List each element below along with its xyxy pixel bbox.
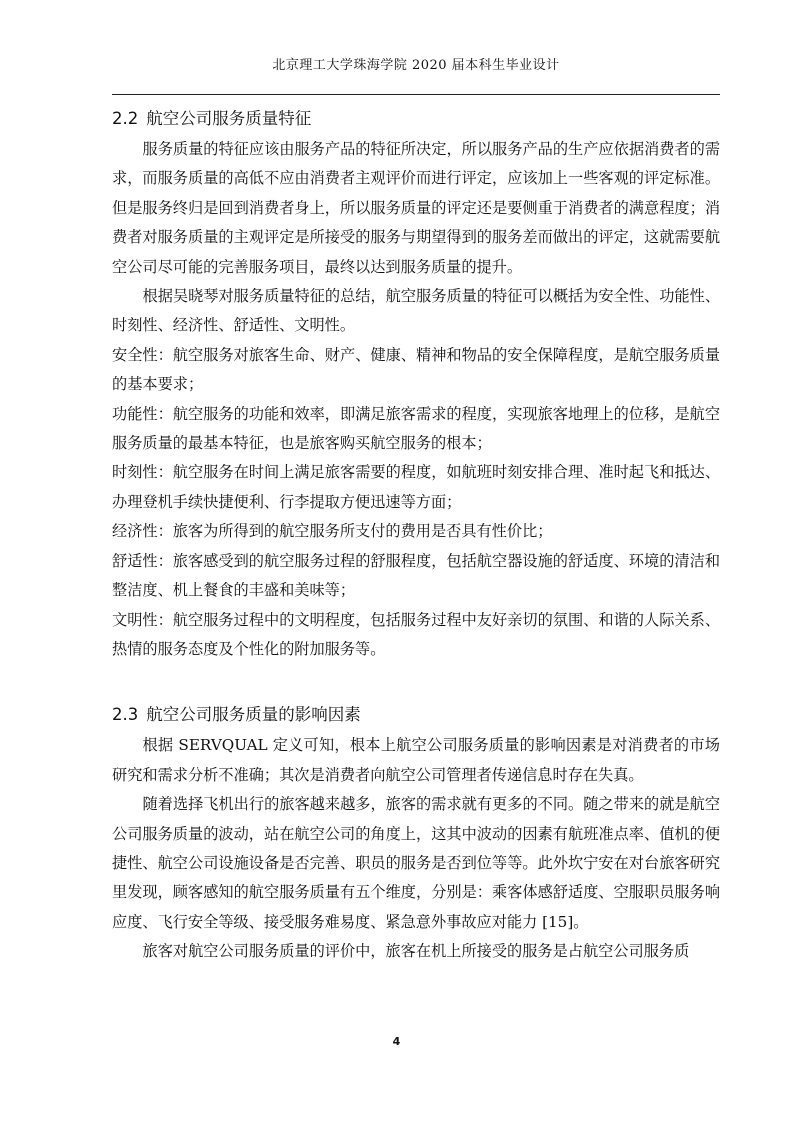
paragraph: 随着选择飞机出行的旅客越来越多，旅客的需求就有更多的不同。随之带来的就是航空公司服务质量的波动，站在航空公司的角度上，这其中波动的因素有航班准点率、值机的便捷性、航空公司设施设备是否完善、职员的服务是否到位等等。此外坎宁安在对台旅客研究里发现，顾客感知的航空服务质量有五个维度，分别是：乘客体感舒适度、空服职员服务响应度、飞行安全等级、接受服务难易度、紧急意外事故应对能力 [15]。 xyxy=(112,795,720,931)
trait-comfort: 舒适性：旅客感受到的航空服务过程的舒服程度，包括航空器设施的舒适度、环境的清洁和整洁度、机上餐食的丰盛和美味等； xyxy=(112,551,720,600)
paragraph: 服务质量的特征应该由服务产品的特征所决定，所以服务产品的生产应依据消费者的需求，而服务质量的高低不应由消费者主观评价而进行评定，应该加上一些客观的评定标准。但是服务终归是回到消费者身上，所以服务质量的评定还是要侧重于消费者的满意程度；消费者对服务质量的主观评定是所接受的服务与期望得到的服务差而做出的评定，这就需要航空公司尽可能的完善服务项目，最终以达到服务质量的提升。 xyxy=(112,140,720,276)
trait-safety: 安全性：航空服务对旅客生命、财产、健康、精神和物品的安全保障程度，是航空服务质量的基本要求； xyxy=(112,345,720,394)
paragraph: 根据吴晓琴对服务质量特征的总结，航空服务质量的特征可以概括为安全性、功能性、时刻性、经济性、舒适性、文明性。 xyxy=(112,287,720,335)
section-title: 航空公司服务质量的影响因素 xyxy=(146,705,361,725)
section-number: 2.3 xyxy=(112,705,139,725)
header-rule xyxy=(112,94,720,95)
paragraph: 根据 SERVQUAL 定义可知，根本上航空公司服务质量的影响因素是对消费者的市场研究和需求分析不准确；其次是消费者向航空公司管理者传递信息时存在失真。 xyxy=(112,736,720,784)
paragraph: 旅客对航空公司服务质量的评价中，旅客在机上所接受的服务是占航空公司服务质 xyxy=(142,942,690,961)
section-title: 航空公司服务质量特征 xyxy=(146,109,312,128)
trait-civility: 文明性：航空服务过程中的文明程度，包括服务过程中友好亲切的氛围、和谐的人际关系、热情的服务态度及个性化的附加服务等。 xyxy=(112,610,720,658)
trait-timeliness: 时刻性：航空服务在时间上满足旅客需要的程度，如航班时刻安排合理、准时起飞和抵达、办理登机手续快捷便利、行李提取方便迅速等方面； xyxy=(112,463,720,511)
section-heading-2-2 xyxy=(112,103,720,135)
section-number: 2.2 xyxy=(112,109,139,128)
page-number: 4 xyxy=(392,1035,401,1048)
body-text xyxy=(112,103,720,967)
trait-economy: 经济性：旅客为所得到的航空服务所支付的费用是否具有性价比； xyxy=(112,522,553,541)
trait-function: 功能性：航空服务的功能和效率，即满足旅客需求的程度，实现旅客地理上的位移，是航空服务质量的最基本特征，也是旅客购买航空服务的根本； xyxy=(112,404,720,453)
running-header: 北京理工大学珠海学院 2020 届本科生毕业设计 xyxy=(272,58,560,73)
section-heading-2-3 xyxy=(112,699,720,731)
